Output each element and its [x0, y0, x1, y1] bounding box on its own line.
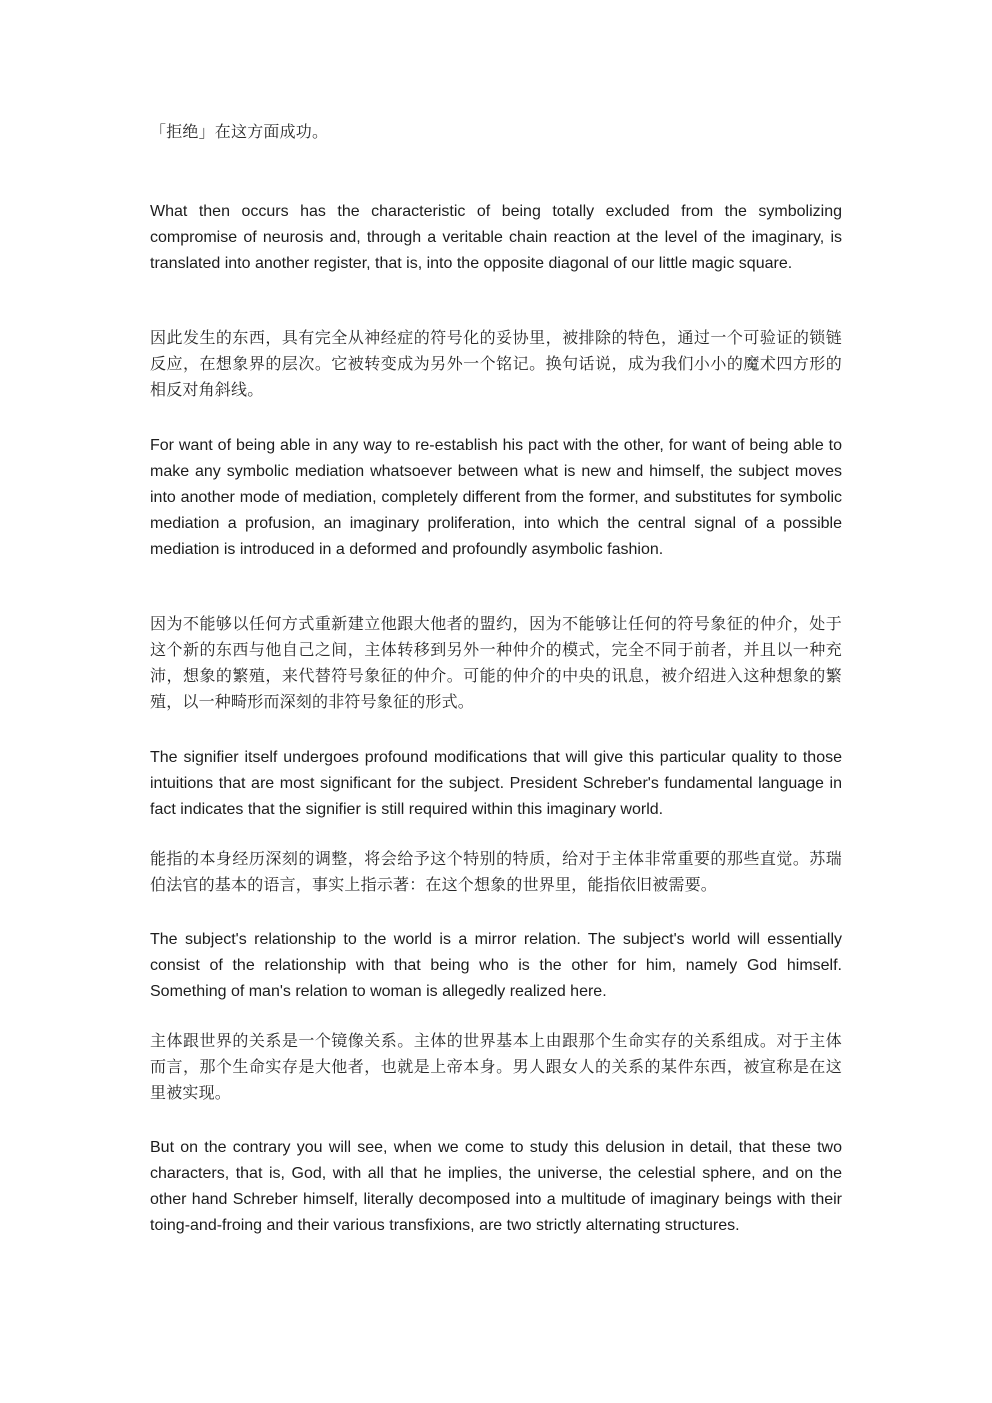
paragraph-zh-intro: 「拒绝」在这方面成功。 — [150, 122, 329, 141]
paragraph-zh-1: 因此发生的东西，具有完全从神经症的符号化的妥协里，被排除的特色，通过一个可验证的锁链反应，在想象界的层次。它被转变成为另外一个铭记。换句话说，成为我们小小的魔术四方形的相反对角斜线。 — [150, 328, 842, 399]
paragraph-zh-4: 主体跟世界的关系是一个镜像关系。主体的世界基本上由跟那个生命实存的关系组成。对于主体而言，那个生命实存是大他者，也就是上帝本身。男人跟女人的关系的某件东西，被宣称是在这里被实现。 — [150, 1031, 842, 1102]
paragraph-en-3: The signifier itself undergoes profound modifications that will give this particular quality to those intuitions that are most significant for the subject. President Schreber's fundamental language in fact indicates that the signifier is still required within this imaginary world. — [150, 749, 842, 818]
paragraph-en-2: For want of being able in any way to re-establish his pact with the other, for want of being able to make any symbolic mediation whatsoever between what is new and himself, the subject moves into another mode of mediation, completely different from the former, and substitutes for symbolic mediation a profusion, an imaginary proliferation, into which the central signal of a possible mediation is introduced in a deformed and profoundly asymbolic fashion. — [150, 437, 842, 558]
paragraph-zh-2: 因为不能够以任何方式重新建立他跟大他者的盟约，因为不能够让任何的符号象征的仲介，处于这个新的东西与他自己之间，主体转移到另外一种仲介的模式，完全不同于前者，并且以一种充沛，想象的繁殖，来代替符号象征的仲介。可能的仲介的中央的讯息，被介绍进入这种想象的繁殖，以一种畸形而深刻的非符号象征的形式。 — [150, 614, 842, 711]
paragraph-zh-3: 能指的本身经历深刻的调整，将会给予这个特别的特质，给对于主体非常重要的那些直觉。苏瑞伯法官的基本的语言，事实上指示著：在这个想象的世界里，能指依旧被需要。 — [150, 849, 842, 894]
paragraph-en-5: But on the contrary you will see, when we come to study this delusion in detail, that these two characters, that is, God, with all that he implies, the universe, the celestial sphere, and on the other hand Schreber himself, literally decomposed into a multitude of imaginary beings with their toing-and-froing and their various transfixions, are two strictly alternating structures. — [150, 1139, 842, 1234]
document-page — [150, 0, 842, 1403]
paragraph-en-1: What then occurs has the characteristic of being totally excluded from the symbolizing compromise of neurosis and, through a veritable chain reaction at the level of the imaginary, is translated into another register, that is, into the opposite diagonal of our little magic square. — [150, 203, 842, 272]
paragraph-en-4: The subject's relationship to the world is a mirror relation. The subject's world will essentially consist of the relationship with that being who is the other for him, namely God himself. Something of man's relation to woman is allegedly realized here. — [150, 931, 842, 1000]
